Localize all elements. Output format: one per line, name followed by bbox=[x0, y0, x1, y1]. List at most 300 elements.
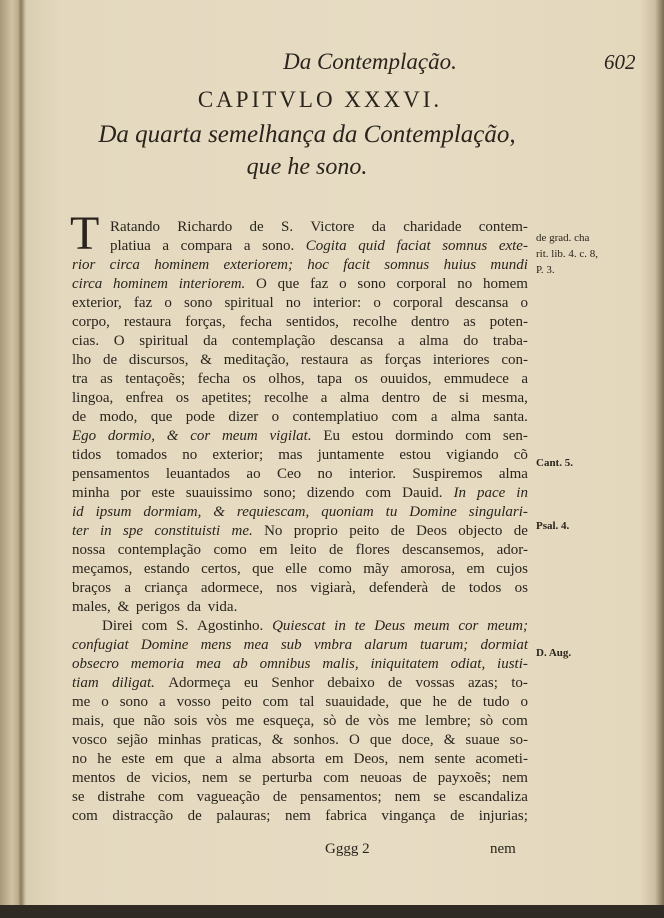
word: a bbox=[124, 580, 132, 596]
word: sejão bbox=[117, 732, 148, 748]
word: O bbox=[256, 276, 267, 292]
word: distrahe bbox=[97, 789, 145, 805]
word: huius bbox=[443, 257, 477, 273]
word: in bbox=[100, 523, 112, 539]
word: Deos bbox=[416, 523, 447, 539]
text-line bbox=[72, 446, 528, 465]
word: cõ bbox=[513, 447, 528, 463]
word: leito bbox=[289, 542, 317, 558]
word: Senhor bbox=[271, 675, 314, 691]
word: tu bbox=[385, 504, 398, 520]
word: spe bbox=[123, 523, 143, 539]
word: mea bbox=[195, 656, 221, 672]
word: alarum bbox=[364, 637, 408, 653]
word: as bbox=[360, 352, 373, 368]
word: & bbox=[166, 428, 179, 444]
word: payxoẽs; bbox=[437, 770, 492, 786]
text-line bbox=[72, 807, 528, 826]
margin-note-line: de grad. cha bbox=[536, 232, 590, 244]
word: os bbox=[175, 390, 190, 406]
word: tudo bbox=[482, 694, 510, 710]
word: constituisti bbox=[154, 523, 221, 539]
word: mens bbox=[200, 637, 232, 653]
word: estando bbox=[143, 561, 190, 577]
word: vosco bbox=[72, 732, 107, 748]
word: meum bbox=[413, 618, 450, 634]
text-line bbox=[72, 750, 528, 769]
word: da bbox=[203, 333, 218, 349]
word: sois bbox=[173, 713, 198, 729]
word: Ego bbox=[72, 428, 97, 444]
word: cias. bbox=[72, 333, 100, 349]
word: S. bbox=[281, 219, 294, 235]
word: apetites; bbox=[201, 390, 252, 406]
text-line bbox=[72, 522, 528, 541]
word: Deos, bbox=[353, 751, 389, 767]
text-line bbox=[72, 465, 528, 484]
word: in bbox=[334, 618, 346, 634]
word: as bbox=[463, 314, 476, 330]
word: Direi bbox=[102, 618, 133, 634]
word: contemplatiuo bbox=[292, 409, 379, 425]
word: leuantados bbox=[165, 466, 231, 482]
word: fabrica bbox=[325, 808, 367, 824]
word: em bbox=[259, 542, 278, 558]
chapter-title-line-1: Da quarta semelhança da Contemplação, bbox=[98, 121, 516, 148]
word: dentro bbox=[410, 314, 450, 330]
word: praticas, bbox=[211, 732, 262, 748]
word: mais, bbox=[72, 713, 105, 729]
word: dormiam, bbox=[143, 504, 202, 520]
margin-note-aug: D. Aug. bbox=[536, 647, 572, 659]
word: iniquitatem bbox=[370, 656, 439, 672]
word: Dauid. bbox=[402, 485, 443, 501]
word: mentos bbox=[72, 770, 116, 786]
word: debaixo bbox=[327, 675, 375, 691]
word: pace bbox=[476, 485, 506, 501]
word: se bbox=[72, 789, 85, 805]
word: tomados bbox=[116, 447, 168, 463]
word: flores bbox=[355, 542, 390, 558]
word: no bbox=[457, 276, 473, 292]
word: de bbox=[390, 523, 405, 539]
word: Adormeça bbox=[168, 675, 231, 691]
word: compara bbox=[180, 238, 233, 254]
word: he bbox=[432, 694, 447, 710]
word: que bbox=[369, 732, 392, 748]
word: exterior, bbox=[72, 295, 122, 311]
word: suaue bbox=[465, 732, 500, 748]
word: quoniam bbox=[321, 504, 374, 520]
word: Quiescat bbox=[272, 618, 326, 634]
word: adormece, bbox=[200, 580, 263, 596]
word: o bbox=[101, 694, 109, 710]
word: se bbox=[238, 770, 252, 786]
scan-border bbox=[0, 905, 664, 918]
word: exterior; bbox=[212, 447, 264, 463]
word: tidos bbox=[72, 447, 102, 463]
word: discursos, bbox=[128, 352, 189, 368]
text-line bbox=[72, 731, 528, 750]
word: spiritual bbox=[224, 295, 274, 311]
word: singulari- bbox=[468, 504, 528, 520]
word: o bbox=[520, 694, 528, 710]
word: sentidos, bbox=[286, 314, 339, 330]
word: nem bbox=[398, 751, 425, 767]
signature-mark: Gggg 2 bbox=[325, 841, 370, 857]
text-line bbox=[72, 294, 528, 313]
word: Domine bbox=[140, 637, 189, 653]
word: nossa bbox=[72, 542, 106, 558]
word: azas; bbox=[467, 675, 498, 691]
text-line bbox=[72, 256, 528, 275]
word: modo, bbox=[99, 409, 138, 425]
word: alma bbox=[339, 390, 370, 406]
word: os bbox=[242, 371, 256, 387]
word: certos, bbox=[201, 561, 241, 577]
word: circa bbox=[72, 276, 103, 292]
word: interiores bbox=[432, 352, 490, 368]
word: minha bbox=[72, 485, 110, 501]
word: vmbra bbox=[313, 637, 353, 653]
word: não bbox=[143, 713, 166, 729]
word: Ceo bbox=[276, 466, 302, 482]
word: mundi bbox=[490, 257, 528, 273]
text-line bbox=[72, 218, 528, 237]
word: que bbox=[150, 409, 173, 425]
word: tuarum; bbox=[419, 637, 469, 653]
word: id bbox=[72, 504, 84, 520]
word: traba- bbox=[492, 333, 528, 349]
word: tra bbox=[72, 371, 88, 387]
word: juntamente bbox=[317, 447, 385, 463]
word: esqueça, bbox=[263, 713, 315, 729]
chapter-heading: CAPITVLO XXXVI. bbox=[197, 87, 443, 112]
word: que bbox=[183, 751, 206, 767]
word: forças, bbox=[185, 314, 226, 330]
word: com bbox=[323, 770, 350, 786]
word: nem bbox=[202, 770, 228, 786]
word: alma bbox=[498, 466, 528, 482]
word: te bbox=[354, 618, 366, 634]
word: da bbox=[186, 599, 205, 615]
chapter-title-line-2: que he sono. bbox=[246, 154, 368, 180]
word: hominem bbox=[154, 257, 210, 273]
word: a bbox=[162, 238, 170, 254]
word: requiescam, bbox=[236, 504, 310, 520]
text-line bbox=[72, 655, 528, 674]
word: os bbox=[514, 580, 528, 596]
word: a bbox=[158, 694, 166, 710]
word: a bbox=[430, 409, 438, 425]
word: dormiat bbox=[480, 637, 528, 653]
word: que bbox=[252, 561, 274, 577]
word: mea bbox=[243, 637, 269, 653]
word: dormio, bbox=[107, 428, 156, 444]
word: como bbox=[318, 561, 352, 577]
text-line bbox=[72, 674, 528, 693]
word: corporal bbox=[392, 295, 443, 311]
word: vossas bbox=[415, 675, 455, 691]
text-line bbox=[72, 275, 528, 294]
word: interior. bbox=[348, 466, 397, 482]
catchword: nem bbox=[490, 841, 516, 857]
word: corpo, bbox=[72, 314, 110, 330]
word: tal bbox=[299, 694, 315, 710]
text-line bbox=[72, 788, 528, 807]
word: descansa bbox=[330, 333, 384, 349]
word: platiua bbox=[110, 238, 151, 254]
word: me bbox=[397, 713, 417, 729]
text-line bbox=[72, 351, 528, 370]
running-head: Da Contemplação. bbox=[283, 49, 457, 74]
text-line bbox=[72, 712, 528, 731]
word: Victore bbox=[310, 219, 355, 235]
word: contemplação bbox=[117, 542, 202, 558]
word: vicios, bbox=[151, 770, 192, 786]
word: vida. bbox=[207, 599, 242, 615]
word: as bbox=[100, 371, 113, 387]
word: facit bbox=[343, 257, 370, 273]
word: fecha bbox=[239, 314, 273, 330]
word: sò bbox=[479, 713, 494, 729]
word: alma bbox=[450, 409, 480, 425]
word: olhos, bbox=[268, 371, 305, 387]
margin-note-line: P. 3. bbox=[536, 264, 555, 276]
word: sub bbox=[280, 637, 302, 653]
word: alma bbox=[419, 333, 449, 349]
word: pensamentos bbox=[72, 466, 150, 482]
word: vosso bbox=[176, 694, 211, 710]
word: sente bbox=[434, 751, 466, 767]
word: perigos bbox=[135, 599, 184, 615]
margin-note-psal: Psal. 4. bbox=[536, 520, 570, 532]
word: vingança bbox=[381, 808, 436, 824]
word: vòs bbox=[368, 713, 390, 729]
text-line bbox=[72, 408, 528, 427]
word: o bbox=[339, 276, 347, 292]
word: proprio bbox=[293, 523, 338, 539]
word: alma bbox=[232, 751, 262, 767]
text-line bbox=[72, 237, 528, 256]
word: so- bbox=[509, 732, 528, 748]
word: corporal bbox=[396, 276, 447, 292]
word: contemplação bbox=[232, 333, 316, 349]
word: que bbox=[112, 713, 135, 729]
word: de bbox=[450, 808, 465, 824]
word: malis, bbox=[322, 656, 359, 672]
word: nem bbox=[394, 789, 421, 805]
word: lho bbox=[72, 352, 92, 368]
word: nem bbox=[284, 808, 311, 824]
word: si bbox=[459, 390, 470, 406]
word: tapa bbox=[317, 371, 342, 387]
word: somnus bbox=[442, 238, 488, 254]
word: exteriorem; bbox=[223, 257, 293, 273]
word: de bbox=[72, 409, 87, 425]
word: objecto bbox=[458, 523, 503, 539]
word: tentaçoẽs; bbox=[125, 371, 186, 387]
word: tiam bbox=[72, 675, 99, 691]
word: odiat, bbox=[450, 656, 486, 672]
word: ipsum bbox=[95, 504, 132, 520]
word: meditação, bbox=[223, 352, 290, 368]
word: charidade bbox=[403, 219, 462, 235]
word: somnus bbox=[384, 257, 430, 273]
text-line bbox=[72, 332, 528, 351]
word: In bbox=[453, 485, 467, 501]
word: lingoa, bbox=[72, 390, 114, 406]
word: no bbox=[317, 466, 333, 482]
word: & bbox=[117, 599, 133, 615]
word: dizer bbox=[228, 409, 259, 425]
word: de bbox=[441, 580, 456, 596]
text-line bbox=[72, 503, 528, 522]
word: pode bbox=[185, 409, 215, 425]
word: meçamos, bbox=[72, 561, 133, 577]
word: de bbox=[329, 542, 344, 558]
word: de bbox=[457, 694, 472, 710]
word: de bbox=[126, 770, 141, 786]
word: Richardo bbox=[177, 219, 233, 235]
word: & bbox=[213, 504, 225, 520]
word: lembre; bbox=[425, 713, 471, 729]
word: to- bbox=[511, 675, 528, 691]
word: meum; bbox=[487, 618, 528, 634]
word: os bbox=[354, 371, 368, 387]
word: meum bbox=[221, 428, 258, 444]
word: & bbox=[200, 352, 212, 368]
word: de bbox=[388, 675, 403, 691]
word: interior: bbox=[312, 295, 362, 311]
word: males, bbox=[72, 599, 115, 615]
word: Eu bbox=[323, 428, 341, 444]
word: con- bbox=[501, 352, 528, 368]
word: no bbox=[72, 751, 87, 767]
word: todos bbox=[468, 580, 502, 596]
page-number: 602 bbox=[604, 50, 636, 74]
word: cujos bbox=[496, 561, 528, 577]
word: o bbox=[520, 295, 528, 311]
word: restaura bbox=[123, 314, 172, 330]
word: estou bbox=[351, 428, 384, 444]
word: o bbox=[164, 295, 172, 311]
word: doce, bbox=[401, 732, 434, 748]
word: sono bbox=[183, 295, 213, 311]
word: cor bbox=[458, 618, 479, 634]
text-line bbox=[72, 484, 528, 503]
word: ador- bbox=[496, 542, 528, 558]
word: confugiat bbox=[72, 637, 129, 653]
word: elle bbox=[285, 561, 307, 577]
word: em bbox=[155, 751, 174, 767]
word: defenderà bbox=[369, 580, 429, 596]
word: da bbox=[371, 219, 386, 235]
word: Agostinho. bbox=[197, 618, 264, 634]
text-line bbox=[72, 389, 528, 408]
margin-note-cant: Cant. 5. bbox=[536, 457, 573, 469]
word: este bbox=[151, 485, 175, 501]
word: Cogita bbox=[305, 238, 347, 254]
text-line bbox=[72, 541, 528, 560]
word: me bbox=[72, 694, 91, 710]
word: Deus bbox=[374, 618, 406, 634]
word: acometi- bbox=[475, 751, 528, 767]
word: de bbox=[272, 789, 288, 805]
word: & bbox=[271, 732, 284, 748]
word: por bbox=[120, 485, 141, 501]
word: ouuidos, bbox=[380, 371, 432, 387]
word: sono. bbox=[262, 238, 295, 254]
body-text bbox=[72, 218, 528, 826]
word: interiorem. bbox=[178, 276, 246, 292]
word: O bbox=[348, 732, 360, 748]
word: minhas bbox=[157, 732, 202, 748]
word: enfrea bbox=[125, 390, 164, 406]
word: perturba bbox=[262, 770, 313, 786]
text-line bbox=[72, 617, 528, 636]
word: dormindo bbox=[395, 428, 454, 444]
word: o bbox=[373, 295, 381, 311]
word: de bbox=[432, 390, 447, 406]
word: emmudece bbox=[443, 371, 509, 387]
text-line bbox=[72, 769, 528, 788]
word: me bbox=[235, 713, 255, 729]
word: poten- bbox=[489, 314, 528, 330]
text-line bbox=[72, 598, 528, 617]
word: vigilat. bbox=[269, 428, 312, 444]
word: iusti- bbox=[497, 656, 528, 672]
word: com bbox=[465, 428, 492, 444]
word: faciat bbox=[396, 238, 431, 254]
word: spiritual bbox=[139, 333, 189, 349]
word: Suspiremos bbox=[412, 466, 483, 482]
word: braços bbox=[72, 580, 112, 596]
word: recolhe bbox=[264, 390, 309, 406]
word: eu bbox=[243, 675, 259, 691]
word: & bbox=[443, 732, 456, 748]
word: No bbox=[264, 523, 283, 539]
word: como bbox=[213, 542, 247, 558]
word: injurias; bbox=[478, 808, 528, 824]
text-line bbox=[72, 427, 528, 446]
word: palauras; bbox=[216, 808, 271, 824]
word: a bbox=[521, 371, 528, 387]
word: suauissimo bbox=[185, 485, 253, 501]
word: quid bbox=[358, 238, 385, 254]
word: in bbox=[516, 485, 528, 501]
word: de bbox=[345, 713, 360, 729]
word: com bbox=[72, 808, 98, 824]
word: nos bbox=[276, 580, 298, 596]
word: com bbox=[141, 618, 168, 634]
word: restaura bbox=[300, 352, 349, 368]
margin-note-line: rit. lib. 4. c. 8, bbox=[536, 248, 599, 260]
word: hominem bbox=[113, 276, 169, 292]
word: vigiando bbox=[446, 447, 499, 463]
word: Domine bbox=[409, 504, 457, 520]
word: hoc bbox=[307, 257, 329, 273]
word: que bbox=[277, 276, 300, 292]
word: rior bbox=[72, 257, 96, 273]
word: faz bbox=[133, 295, 153, 311]
word: de bbox=[513, 523, 528, 539]
word: a bbox=[320, 390, 328, 406]
word: vòs bbox=[206, 713, 227, 729]
word: dizendo bbox=[306, 485, 355, 501]
text-line bbox=[72, 370, 528, 389]
word: se bbox=[433, 789, 446, 805]
